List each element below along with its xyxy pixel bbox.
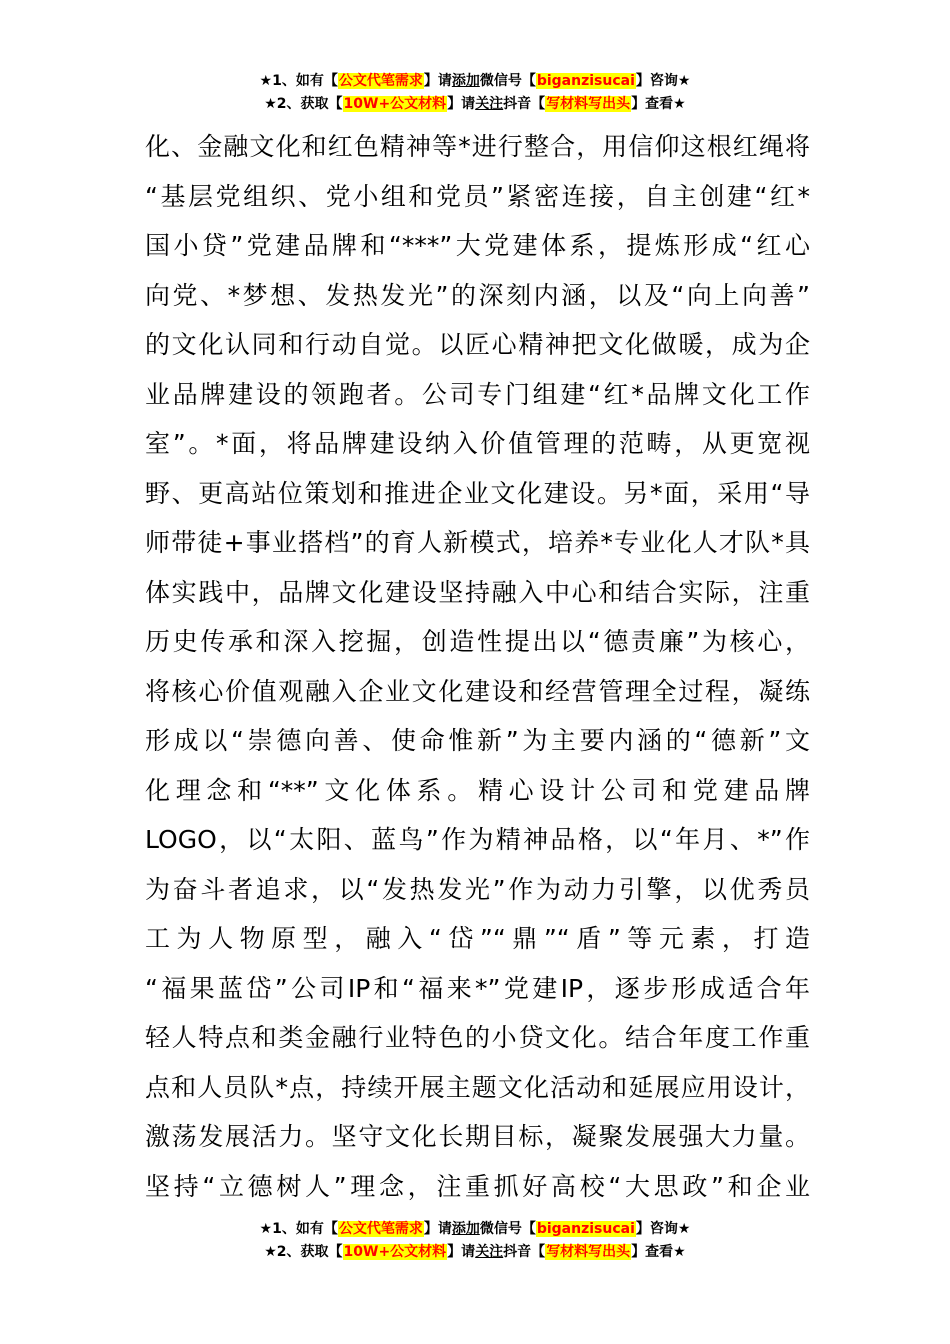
banner-line-1 [0, 1218, 950, 1241]
banner-text: 】请 [423, 1221, 452, 1237]
banner-underlined-text: 添加 [451, 1221, 480, 1237]
banner-underlined-text: 关注 [475, 96, 504, 112]
body-line: “基层党组织、党小组和党员”紧密连接，自主创建“红* [145, 181, 810, 211]
banner-text: 微信号【 [479, 73, 536, 89]
banner-underlined-text: 关注 [475, 1244, 504, 1260]
banner-text: ★1、如有【 [259, 1221, 338, 1237]
banner-highlight: biganzisucai [536, 73, 635, 89]
document-body [145, 122, 810, 1211]
body-line: 为奋斗者追求，以“发热发光”作为动力引擎，以优秀员 [145, 874, 810, 904]
banner-line-1 [0, 70, 950, 93]
banner-text: 】咨询★ [635, 73, 691, 89]
body-line: 向党、*梦想、发热发光”的深刻内涵，以及“向上向善” [145, 280, 810, 310]
footer-banner [0, 1218, 950, 1264]
header-banner [0, 70, 950, 116]
banner-text: 】请 [447, 96, 476, 112]
body-line: 激荡发展活力。坚守文化长期目标，凝聚发展强大力量。 [145, 1122, 810, 1151]
banner-highlight: 写材料写出头 [546, 1244, 631, 1260]
body-line: 点和人员队*点，持续开展主题文化活动和延展应用设计， [145, 1072, 810, 1102]
body-line: “福果蓝岱”公司IP和“福来*”党建IP，逐步形成适合年 [145, 973, 810, 1003]
body-line: 历史传承和深入挖掘，创造性提出以“德责廉”为核心， [145, 627, 810, 656]
body-line: 化理念和“**”文化体系。精心设计公司和党建品牌 [145, 775, 810, 805]
banner-underlined-text: 添加 [451, 73, 480, 89]
banner-line-2 [0, 1241, 950, 1264]
banner-text: 】咨询★ [635, 1221, 691, 1237]
banner-line-2 [0, 93, 950, 116]
body-line: 业品牌建设的领跑者。公司专门组建“红*品牌文化工作 [145, 379, 810, 409]
body-line: LOGO，以“太阳、蓝鸟”作为精神品格，以“年月、*”作 [145, 825, 810, 854]
banner-highlight: 10W+公文材料 [343, 96, 447, 112]
body-line: 的文化认同和行动自觉。以匠心精神把文化做暖，成为企 [145, 330, 810, 359]
body-line: 化、金融文化和红色精神等*进行整合，用信仰这根红绳将 [145, 132, 810, 161]
banner-text: 】查看★ [631, 96, 686, 112]
body-line: 轻人特点和类金融行业特色的小贷文化。结合年度工作重 [145, 1023, 810, 1052]
banner-text: 微信号【 [479, 1221, 536, 1237]
banner-highlight: biganzisucai [536, 1221, 635, 1237]
body-line: 形成以“崇德向善、使命惟新”为主要内涵的“德新”文 [145, 726, 810, 755]
body-line: 师带徒+事业搭档”的育人新模式，培养*专业化人才队*具 [145, 528, 810, 557]
body-line: 国小贷”党建品牌和“***”大党建体系，提炼形成“红心 [145, 231, 810, 260]
banner-text: 】查看★ [631, 1244, 686, 1260]
banner-highlight: 写材料写出头 [546, 96, 631, 112]
body-line: 野、更高站位策划和推进企业文化建设。另*面，采用“导 [145, 478, 810, 508]
body-line: 工为人物原型，融入“岱”“鼎”“盾”等元素，打造 [145, 924, 810, 953]
banner-highlight: 公文代笔需求 [338, 73, 423, 89]
banner-highlight: 公文代笔需求 [338, 1221, 423, 1237]
body-line: 将核心价值观融入企业文化建设和经营管理全过程，凝练 [145, 676, 810, 706]
banner-text: 抖音【 [503, 1244, 546, 1260]
banner-text: 】请 [447, 1244, 476, 1260]
body-line: 坚持“立德树人”理念，注重抓好高校“大思政”和企业 [145, 1171, 810, 1201]
banner-text: 】请 [423, 73, 452, 89]
banner-text: ★2、获取【 [264, 1244, 343, 1260]
banner-text: 抖音【 [503, 96, 546, 112]
banner-text: ★1、如有【 [259, 73, 338, 89]
banner-highlight: 10W+公文材料 [343, 1244, 447, 1260]
body-line: 室”。*面，将品牌建设纳入价值管理的范畴，从更宽视 [145, 429, 810, 458]
banner-text: ★2、获取【 [264, 96, 343, 112]
body-line: 体实践中，品牌文化建设坚持融入中心和结合实际，注重 [145, 577, 810, 607]
